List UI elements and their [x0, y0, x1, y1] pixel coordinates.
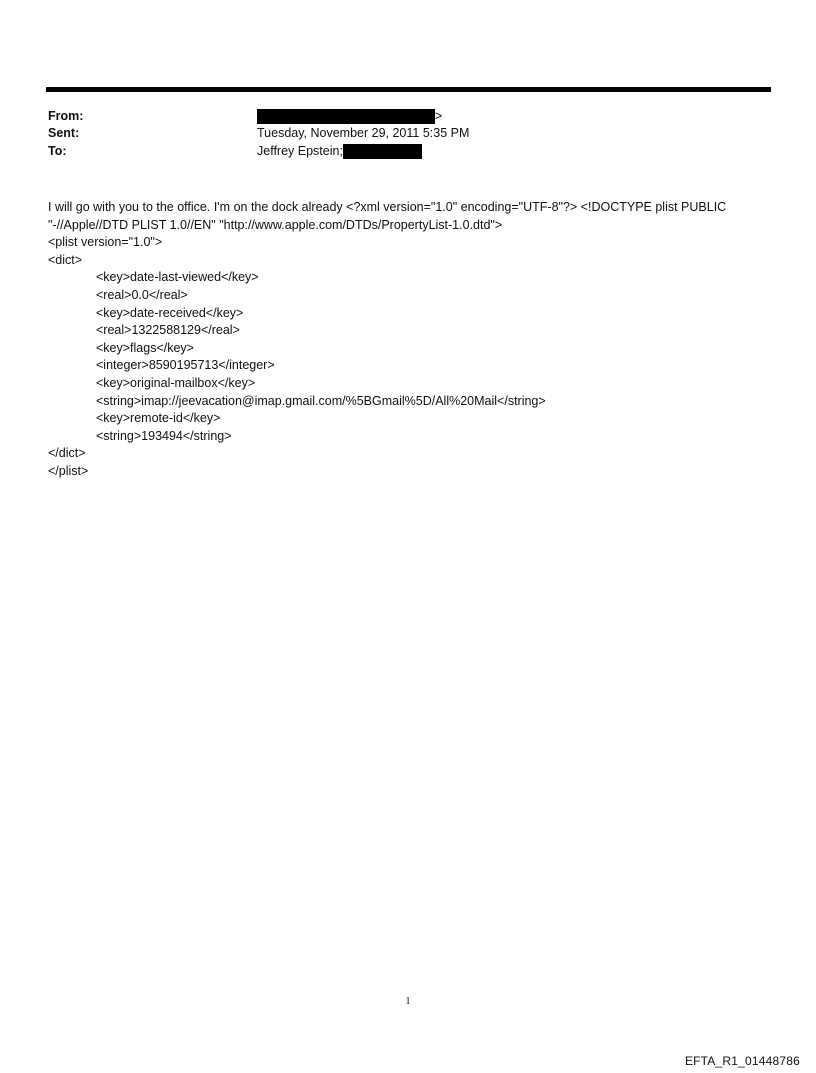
body-closing-line: </dict>: [48, 446, 86, 461]
body-indented-line: <key>remote-id</key>: [96, 411, 221, 426]
body-indented-line: <string>193494</string>: [96, 428, 232, 443]
from-value: [257, 108, 442, 125]
redaction-block: [257, 109, 435, 124]
email-body: [48, 199, 772, 481]
body-line: <plist version="1.0">: [48, 235, 163, 250]
body-first-paragraph: I will go with you to the office. I'm on the dock already <?xml version="1.0" encoding="UTF-8"?> <!DOCTYPE plist PUBLIC "-//Apple//DTD PLIST 1.0//EN" "http://www.apple.com/DTDs/PropertyList-1.0.dtd">: [48, 200, 727, 232]
redaction-block: [343, 144, 422, 159]
to-recipient: Jeffrey Epstein;: [257, 144, 343, 158]
body-indented-line: <string>imap://jeevacation@imap.gmail.com/%5BGmail%5D/All%20Mail</string>: [96, 393, 546, 408]
to-value: [257, 143, 422, 160]
body-indented-line: <integer>8590195713</integer>: [96, 358, 275, 373]
header-rule: [46, 87, 771, 92]
to-label: To:: [48, 144, 67, 158]
body-closing-line: </plist>: [48, 463, 89, 478]
body-indented-line: <key>flags</key>: [96, 340, 194, 355]
bates-number: EFTA_R1_01448786: [684, 1054, 800, 1068]
body-indented-line: <real>0.0</real>: [96, 287, 188, 302]
body-line: <dict>: [48, 252, 83, 267]
body-indented-line: <real>1322588129</real>: [96, 323, 240, 338]
sent-label: Sent:: [48, 126, 80, 140]
sent-value: Tuesday, November 29, 2011 5:35 PM: [257, 126, 470, 140]
from-label: From:: [48, 109, 84, 123]
body-indented-line: <key>date-last-viewed</key>: [96, 270, 259, 285]
from-suffix: >: [435, 109, 443, 123]
body-indented-line: <key>date-received</key>: [96, 305, 244, 320]
body-indented-line: <key>original-mailbox</key>: [96, 375, 256, 390]
page-number: 1: [405, 996, 411, 1007]
